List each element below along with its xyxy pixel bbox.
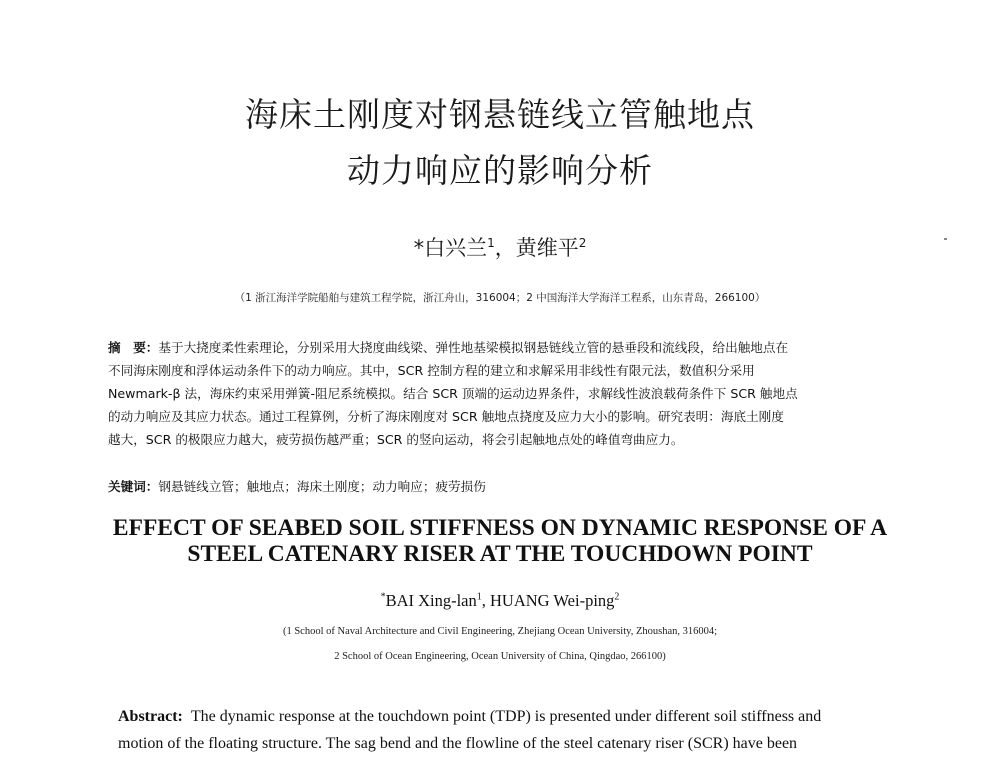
chinese-abstract-line-5: 越大，SCR 的极限应力越大，疲劳损伤越严重；SCR 的竖向运动，将会引起触地点处的峰值弯曲应力。 [108, 432, 684, 447]
author-2-affil-mark: 2 [578, 236, 587, 250]
english-abstract-line-2: motion of the floating structure. The sag bend and the flowline of the steel catenary riser (SCR) have been [118, 735, 798, 752]
author-separator: ， [494, 236, 516, 260]
chinese-abstract [108, 336, 898, 451]
scan-speck [944, 238, 947, 240]
english-authors [0, 591, 1000, 611]
chinese-keywords-label: 关键词： [108, 479, 159, 494]
corresponding-mark: * [413, 236, 425, 260]
corresponding-mark-en: * [380, 591, 386, 603]
english-abstract-line-1 [118, 703, 908, 730]
author-2-affil-mark-en: 2 [614, 591, 620, 603]
chinese-abstract-line-4: 的动力响应及其应力状态。通过工程算例，分析了海床刚度对 SCR 触地点挠度及应力大小的影响。研究表明：海底土刚度 [108, 409, 784, 424]
english-title-line-2: STEEL CATENARY RISER AT THE TOUCHDOWN POINT [187, 541, 813, 567]
english-abstract-label: Abstract: [118, 708, 183, 725]
chinese-title-line-1: 海床土刚度对钢悬链线立管触地点 [245, 95, 755, 134]
author-2-name: 黄维平 [515, 236, 579, 260]
author-1-name-en: BAI Xing-lan [385, 591, 477, 610]
author-separator-en: , [481, 591, 491, 610]
chinese-authors [0, 232, 1000, 262]
chinese-affiliation: （1 浙江海洋学院船舶与建筑工程学院，浙江舟山，316004；2 中国海洋大学海洋工程系，山东青岛，266100） [234, 292, 766, 304]
chinese-abstract-line-3: Newmark-β 法，海床约束采用弹簧-阻尼系统模拟。结合 SCR 顶端的运动边界条件，求解线性波浪载荷条件下 SCR 触地点 [108, 386, 798, 401]
chinese-abstract-line-1 [108, 336, 898, 359]
english-affiliation-line-2: 2 School of Ocean Engineering, Ocean University of China, Qingdao, 266100) [334, 651, 666, 662]
english-abstract-text-1: The dynamic response at the touchdown point (TDP) is presented under different soil stiffness and [190, 708, 822, 725]
author-1-affil-mark-en: 1 [476, 591, 482, 603]
chinese-keywords-text: 钢悬链线立管；触地点；海床土刚度；动力响应；疲劳损伤 [158, 479, 486, 494]
author-1-name: 白兴兰 [424, 236, 488, 260]
chinese-abstract-line-2: 不同海床刚度和浮体运动条件下的动力响应。其中，SCR 控制方程的建立和求解采用非线性有限元法，数值积分采用 [108, 363, 755, 378]
chinese-keywords [108, 476, 898, 495]
chinese-title-line-2: 动力响应的影响分析 [347, 151, 653, 190]
english-affiliation-line-1: (1 School of Naval Architecture and Civil Engineering, Zhejiang Ocean University, Zhoushan, 316004; [282, 626, 718, 637]
author-2-name-en: HUANG Wei-ping [490, 591, 615, 610]
english-title-line-1: EFFECT OF SEABED SOIL STIFFNESS ON DYNAMIC RESPONSE OF A [112, 515, 888, 541]
author-1-affil-mark: 1 [487, 236, 495, 250]
chinese-abstract-text-1: 基于大挠度柔性索理论，分别采用大挠度曲线梁、弹性地基梁模拟钢悬链线立管的悬垂段和流线段，给出触地点在 [158, 340, 789, 355]
english-abstract [118, 703, 908, 757]
chinese-abstract-label: 摘 要： [108, 340, 159, 355]
